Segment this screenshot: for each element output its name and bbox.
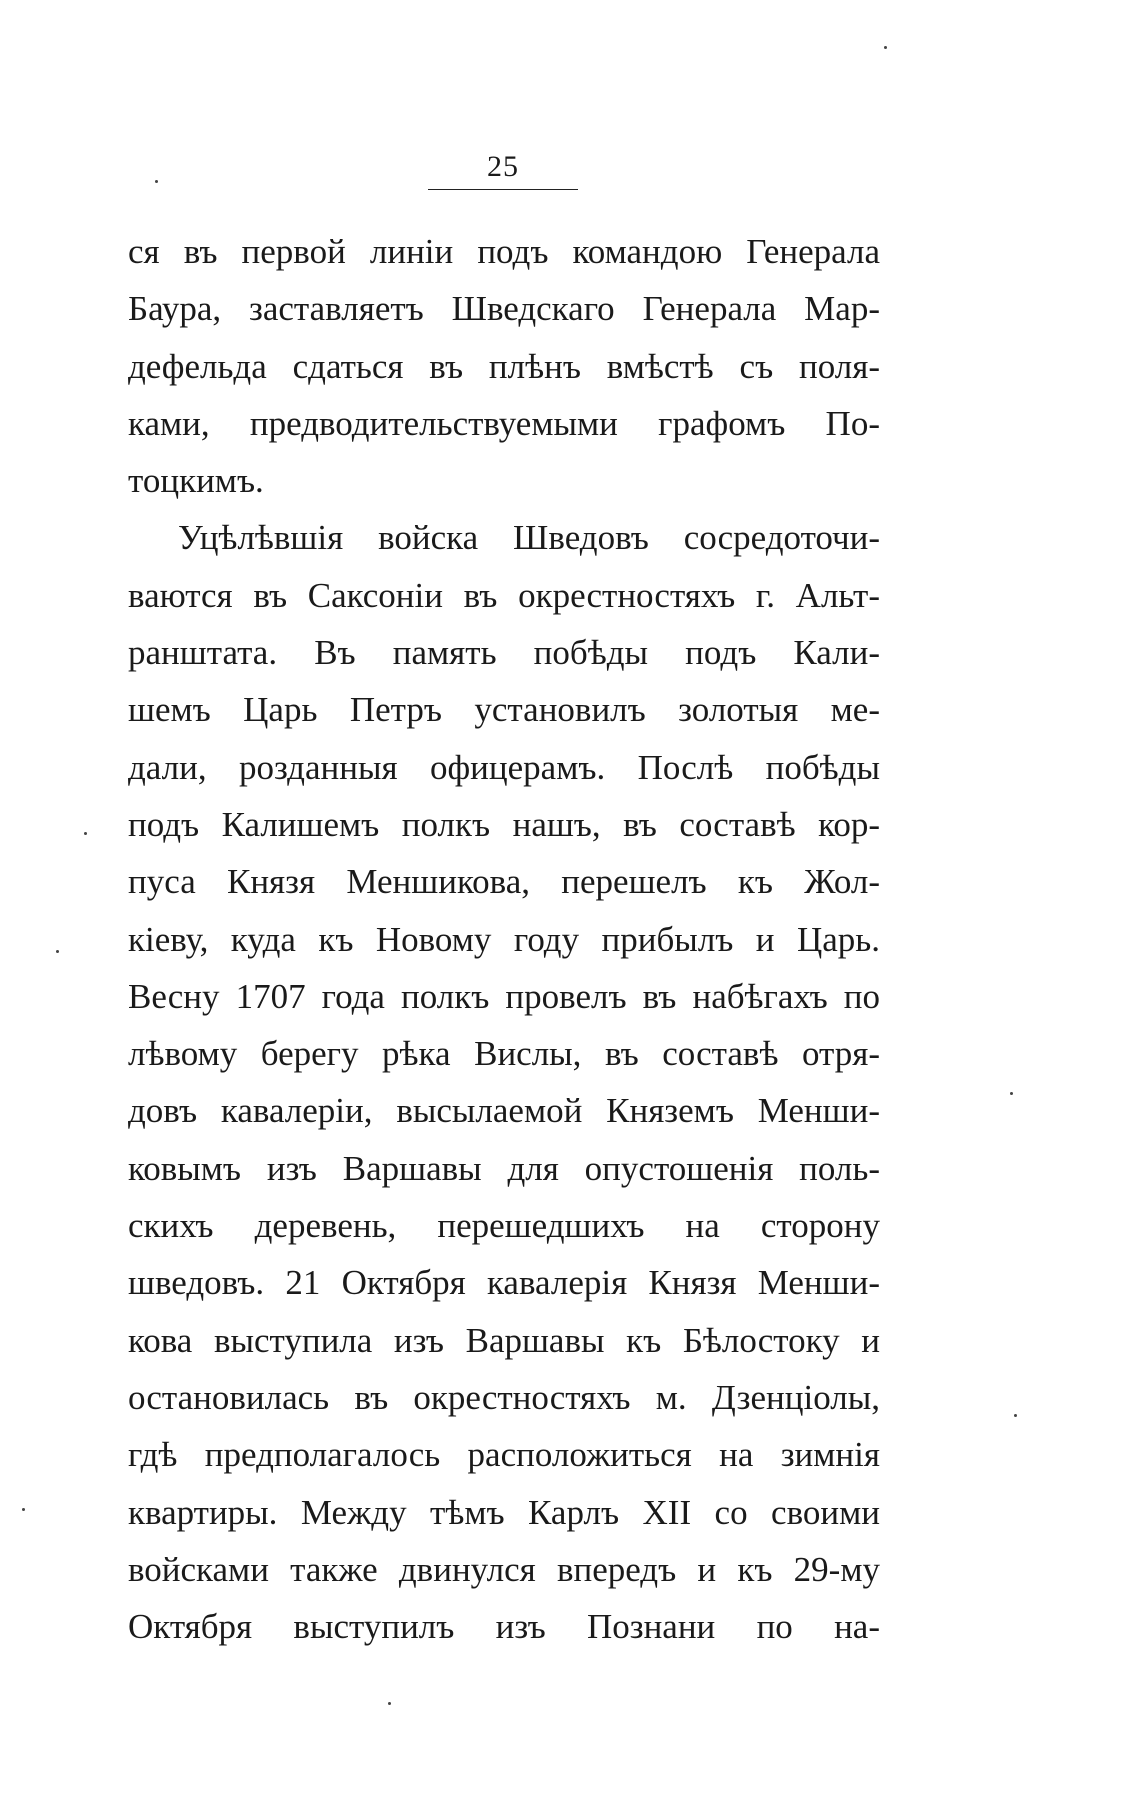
- speck-mark: [884, 46, 887, 49]
- text-line: пуса Князя Меншикова, перешелъ къ Жол-: [128, 862, 880, 902]
- text-line: ваются въ Саксоніи въ окрестностяхъ г. Альт-: [128, 575, 880, 615]
- speck-mark: [84, 832, 87, 835]
- text-line: гдѣ предполагалось расположиться на зимнія: [128, 1435, 880, 1475]
- speck-mark: [1014, 1414, 1017, 1417]
- text-line: лѣвому берегу рѣка Вислы, въ составѣ отря-: [128, 1034, 880, 1074]
- page-header: [428, 150, 578, 200]
- text-line: скихъ деревень, перешедшихъ на сторону: [128, 1206, 880, 1246]
- speck-mark: [56, 950, 59, 953]
- text-line: остановилась въ окрестностяхъ м. Дзенціолы,: [128, 1377, 880, 1417]
- text-line: Октября выступилъ изъ Познани по на-: [128, 1607, 880, 1647]
- text-line: квартиры. Между тѣмъ Карлъ XII со своими: [128, 1492, 880, 1532]
- speck-mark: [155, 180, 158, 183]
- text-line: шведовъ. 21 Октября кавалерія Князя Менши-: [128, 1263, 880, 1303]
- page-number: 25: [487, 150, 519, 183]
- text-line: Баура, заставляетъ Шведскаго Генерала Мар-: [128, 289, 880, 329]
- text-line: дефельда сдаться въ плѣнъ вмѣстѣ съ поля-: [128, 346, 880, 386]
- text-line: тоцкимъ.: [128, 461, 264, 501]
- text-line: ковымъ изъ Варшавы для опустошенія поль-: [128, 1148, 880, 1188]
- text-line: Уцѣлѣвшія войска Шведовъ сосредоточи-: [178, 518, 880, 558]
- speck-mark: [1010, 1092, 1013, 1095]
- body-text: [128, 223, 880, 1655]
- text-line: кова выступила изъ Варшавы къ Бѣлостоку и: [128, 1320, 880, 1360]
- text-line: ками, предводительствуемыми графомъ По-: [128, 403, 880, 443]
- speck-mark: [388, 1702, 391, 1705]
- text-line: Весну 1707 года полкъ провелъ въ набѣгахъ по: [128, 976, 880, 1016]
- text-line: ся въ первой линіи подъ командою Генерала: [128, 232, 880, 271]
- text-line: подъ Калишемъ полкъ нашъ, въ составѣ кор-: [128, 804, 880, 844]
- text-line: шемъ Царь Петръ установилъ золотыя ме-: [128, 690, 880, 730]
- speck-mark: [22, 1508, 25, 1511]
- text-line: ранштата. Въ память побѣды подъ Кали-: [128, 633, 880, 673]
- text-line: дали, розданныя офицерамъ. Послѣ побѣды: [128, 747, 880, 787]
- header-rule: [428, 189, 578, 190]
- text-line: войсками также двинулся впередъ и къ 29-му: [128, 1549, 880, 1589]
- text-line: довъ кавалеріи, высылаемой Княземъ Менши-: [128, 1091, 880, 1131]
- text-line: кіеву, куда къ Новому году прибылъ и Царь.: [128, 919, 880, 959]
